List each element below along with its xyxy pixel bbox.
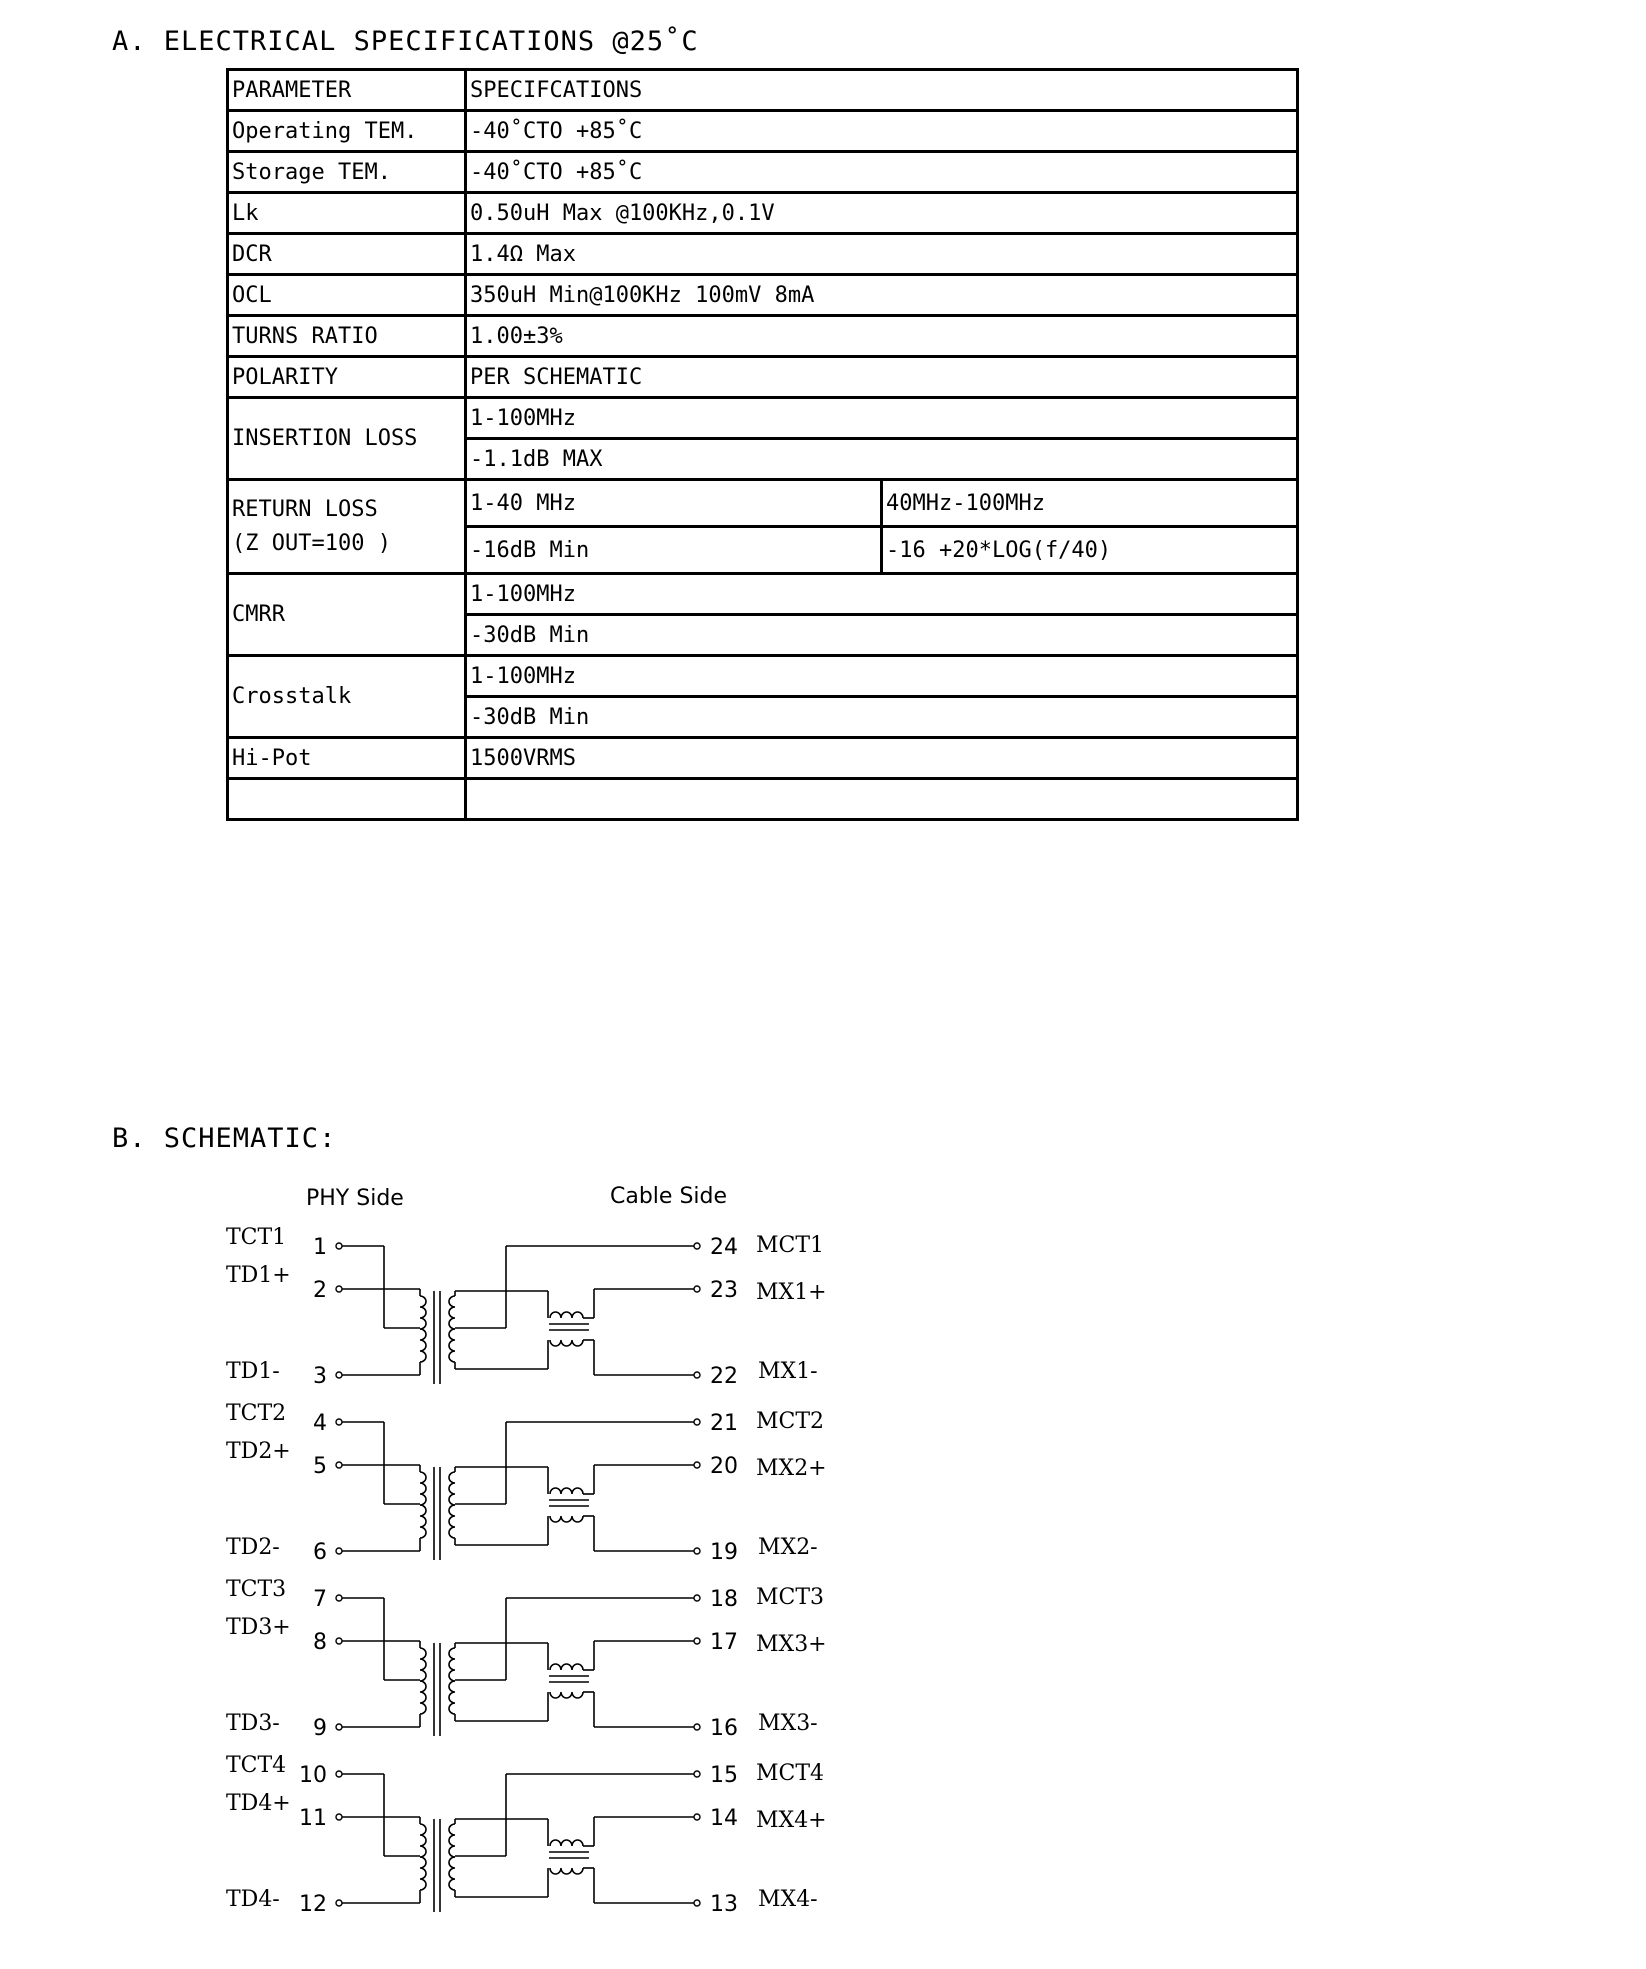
pin-terminal [694,1286,700,1292]
table-row [228,275,1298,316]
pin-terminal [694,1900,700,1906]
pin-number: 9 [313,1716,327,1741]
pin-number: 17 [710,1630,738,1655]
pin-number: 2 [313,1278,327,1303]
spec-lk: 0.50uH Max @100KHz,0.1V [466,193,1298,234]
pin-terminal [694,1771,700,1777]
coil-winding [449,1648,455,1681]
pin-number: 5 [313,1454,327,1479]
right-signal-label: MX1+ [756,1280,827,1305]
coil-winding [420,1329,426,1362]
pin-terminal [336,1419,342,1425]
pin-number: 21 [710,1411,738,1436]
choke-winding [550,1516,583,1522]
right-signal-label: MX2- [758,1535,818,1560]
pin-number: 10 [299,1763,327,1788]
param-insertion-loss: INSERTION LOSS [228,398,466,480]
right-signal-label: MX3+ [756,1632,827,1657]
table-row [228,398,1298,439]
table-row [228,779,1298,820]
spec-return-loss-freq1: 1-40 MHz [466,480,882,527]
spec-ocl: 350uH Min@100KHz 100mV 8mA [466,275,1298,316]
param-return-loss-line1: RETURN LOSS [232,496,378,522]
left-signal-label: TCT3 [226,1577,287,1602]
param-cmrr: CMRR [228,574,466,656]
pin-terminal [694,1724,700,1730]
pin-terminal [336,1462,342,1468]
pin-number: 13 [710,1892,738,1917]
pin-number: 8 [313,1630,327,1655]
channel-group [226,1225,827,1917]
param-dcr: DCR [228,234,466,275]
pin-terminal [694,1595,700,1601]
pin-terminal [694,1638,700,1644]
pin-number: 6 [313,1540,327,1565]
coil-winding [420,1505,426,1538]
spec-return-loss-freq2: 40MHz-100MHz [882,480,1298,527]
left-signal-label: TD4+ [226,1791,291,1816]
pin-terminal [336,1771,342,1777]
spec-return-loss-value2: -16 +20*LOG(f/40) [882,527,1298,574]
empty-cell [466,779,1298,820]
pin-terminal [336,1548,342,1554]
choke-winding [550,1840,583,1846]
pin-number: 24 [710,1235,738,1260]
pin-number: 15 [710,1763,738,1788]
right-signal-label: MCT1 [756,1233,825,1258]
param-turns-ratio: TURNS RATIO [228,316,466,357]
param-return-loss-line2: (Z OUT=100 ) [232,530,391,556]
table-row [228,152,1298,193]
right-signal-label: MCT4 [756,1761,825,1786]
coil-winding [420,1472,426,1505]
spec-crosstalk-value: -30dB Min [466,697,1298,738]
right-signal-label: MX2+ [756,1456,827,1481]
pin-terminal [336,1814,342,1820]
pin-terminal [336,1900,342,1906]
section-b-title: B. SCHEMATIC: [112,1123,337,1154]
coil-winding [420,1296,426,1329]
pin-number: 3 [313,1364,327,1389]
section-a-title: A. ELECTRICAL SPECIFICATIONS @25˚C [112,26,699,57]
spec-dcr: 1.4Ω Max [466,234,1298,275]
pin-number: 4 [313,1411,327,1436]
table-row [228,656,1298,697]
pin-terminal [336,1286,342,1292]
pin-terminal [694,1462,700,1468]
pin-number: 19 [710,1540,738,1565]
coil-winding [449,1681,455,1714]
left-signal-label: TD3- [226,1711,280,1736]
pin-number: 16 [710,1716,738,1741]
transformer-channel [226,1401,827,1565]
spec-turns-ratio: 1.00±3% [466,316,1298,357]
pin-terminal [694,1814,700,1820]
spec-return-loss-value1: -16dB Min [466,527,882,574]
pin-number: 22 [710,1364,738,1389]
coil-winding [449,1296,455,1329]
coil-winding [449,1505,455,1538]
choke-winding [550,1868,583,1874]
table-row [228,480,1298,527]
coil-winding [420,1857,426,1890]
coil-winding [449,1329,455,1362]
param-storage-tem: Storage TEM. [228,152,466,193]
right-signal-label: MX3- [758,1711,818,1736]
param-polarity: POLARITY [228,357,466,398]
right-signal-label: MCT2 [756,1409,825,1434]
right-signal-label: MX4+ [756,1808,827,1833]
coil-winding [420,1681,426,1714]
spec-insertion-loss-value: -1.1dB MAX [466,439,1298,480]
param-crosstalk: Crosstalk [228,656,466,738]
coil-winding [449,1857,455,1890]
transformer-channel [226,1753,827,1917]
table-row [228,574,1298,615]
left-signal-label: TD3+ [226,1615,291,1640]
param-lk: Lk [228,193,466,234]
left-signal-label: TCT2 [226,1401,287,1426]
spec-hipot: 1500VRMS [466,738,1298,779]
pin-number: 23 [710,1278,738,1303]
pin-number: 7 [313,1587,327,1612]
coil-winding [420,1648,426,1681]
right-signal-label: MX4- [758,1887,818,1912]
pin-number: 14 [710,1806,738,1831]
pin-number: 20 [710,1454,738,1479]
param-return-loss [228,480,466,574]
transformer-schematic [0,1170,900,1950]
empty-cell [228,779,466,820]
header-parameter: PARAMETER [228,70,466,111]
coil-winding [449,1824,455,1857]
spec-storage-tem: -40˚CTO +85˚C [466,152,1298,193]
pin-terminal [336,1724,342,1730]
spec-cmrr-value: -30dB Min [466,615,1298,656]
param-hipot: Hi-Pot [228,738,466,779]
left-signal-label: TD1- [226,1359,280,1384]
phy-side-label: PHY Side [306,1186,404,1211]
table-row [228,738,1298,779]
left-signal-label: TD1+ [226,1263,291,1288]
pin-number: 11 [299,1806,327,1831]
transformer-channel [226,1577,827,1741]
pin-terminal [336,1243,342,1249]
left-signal-label: TCT4 [226,1753,287,1778]
table-row [228,70,1298,111]
right-signal-label: MX1- [758,1359,818,1384]
choke-winding [550,1692,583,1698]
pin-terminal [336,1595,342,1601]
cable-side-label: Cable Side [610,1184,728,1209]
pin-terminal [336,1372,342,1378]
table-row [228,357,1298,398]
left-signal-label: TCT1 [226,1225,287,1250]
param-operating-tem: Operating TEM. [228,111,466,152]
spec-operating-tem: -40˚CTO +85˚C [466,111,1298,152]
choke-winding [550,1664,583,1670]
right-signal-label: MCT3 [756,1585,825,1610]
spec-polarity: PER SCHEMATIC [466,357,1298,398]
coil-winding [420,1824,426,1857]
spec-insertion-loss-freq: 1-100MHz [466,398,1298,439]
pin-terminal [694,1419,700,1425]
pin-terminal [694,1372,700,1378]
coil-winding [449,1472,455,1505]
transformer-channel [226,1225,827,1389]
left-signal-label: TD4- [226,1887,280,1912]
spec-cmrr-freq: 1-100MHz [466,574,1298,615]
table-row [228,316,1298,357]
param-ocl: OCL [228,275,466,316]
table-row [228,193,1298,234]
pin-terminal [694,1243,700,1249]
table-row [228,234,1298,275]
pin-number: 18 [710,1587,738,1612]
pin-number: 1 [313,1235,327,1260]
left-signal-label: TD2- [226,1535,280,1560]
choke-winding [550,1340,583,1346]
choke-winding [550,1488,583,1494]
choke-winding [550,1312,583,1318]
pin-number: 12 [299,1892,327,1917]
pin-terminal [336,1638,342,1644]
pin-terminal [694,1548,700,1554]
electrical-specifications-table [226,68,1299,821]
table-row [228,111,1298,152]
left-signal-label: TD2+ [226,1439,291,1464]
spec-crosstalk-freq: 1-100MHz [466,656,1298,697]
header-specifications: SPECIFCATIONS [466,70,1298,111]
